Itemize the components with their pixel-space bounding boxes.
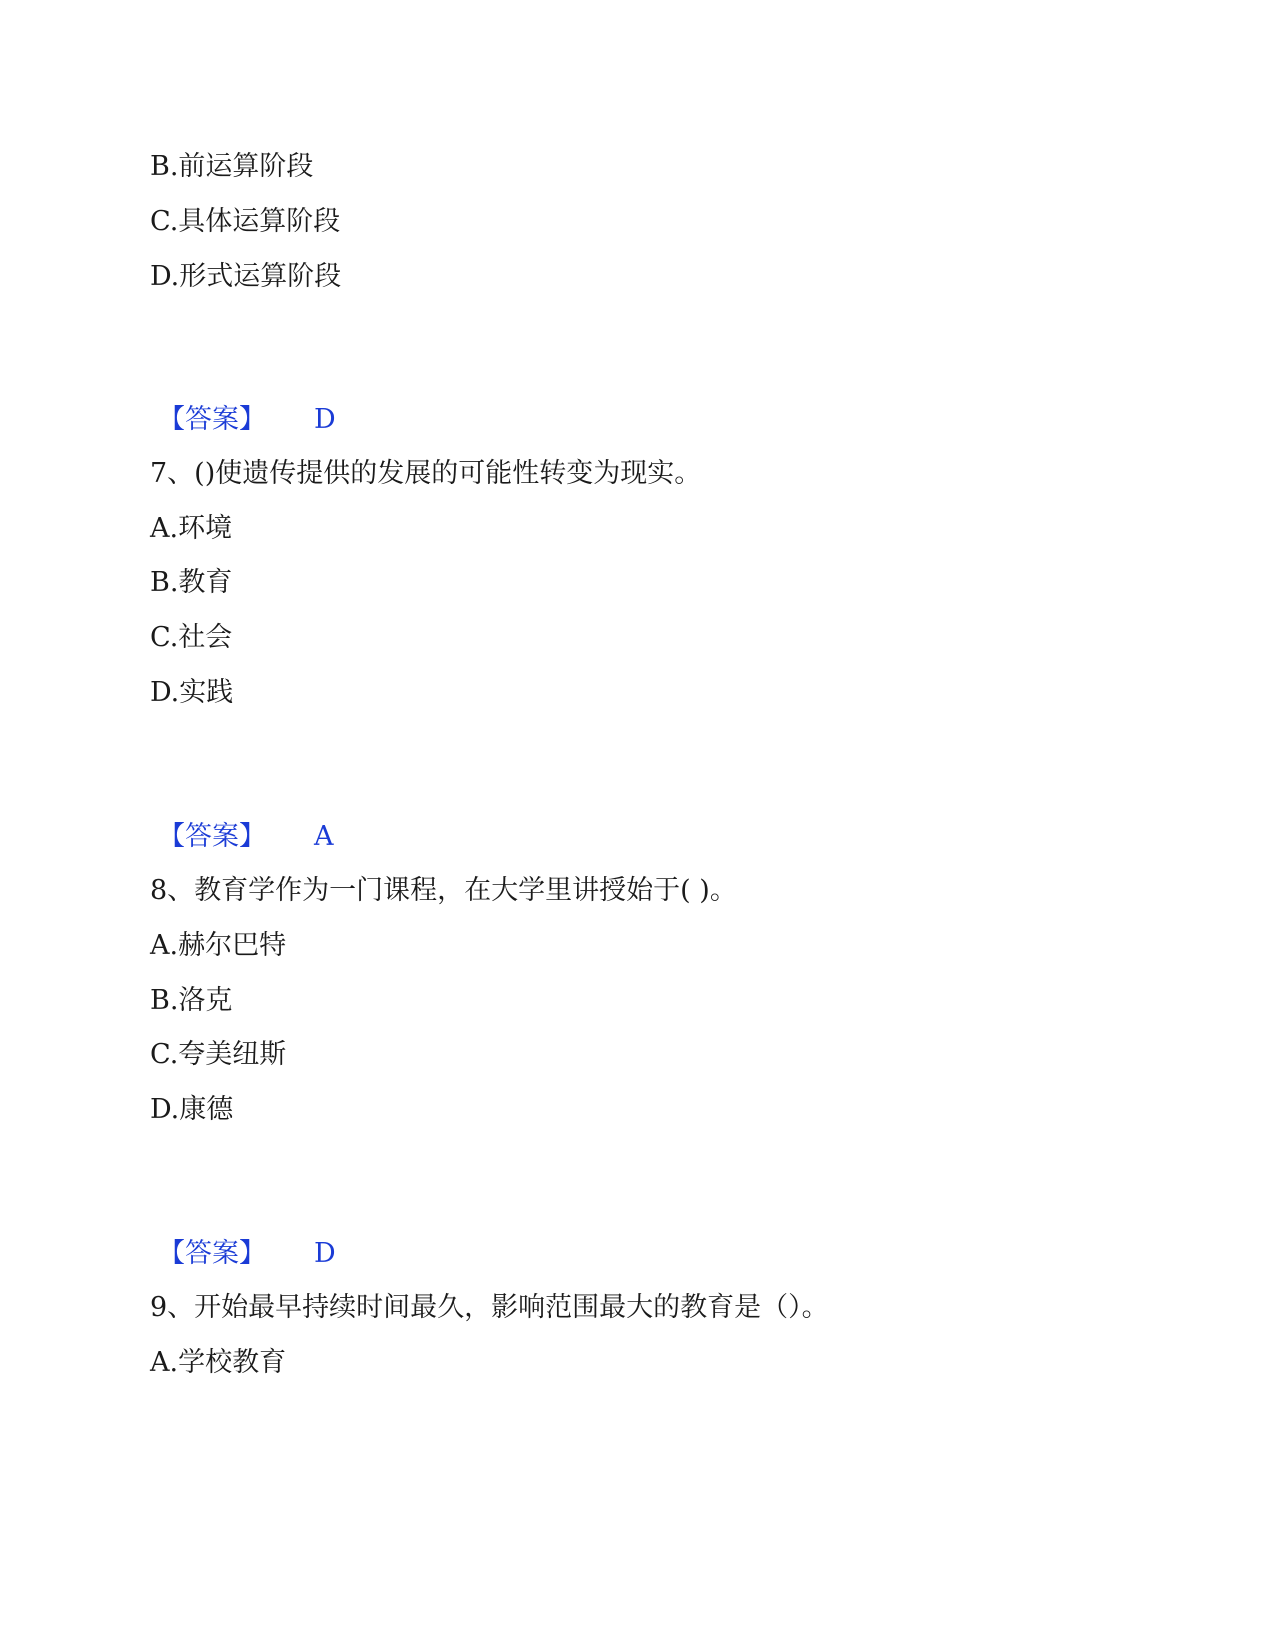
answer-row — [150, 1237, 336, 1271]
answer-value: D — [314, 1238, 336, 1269]
question-stem: 9、开始最早持续时间最久，影响范围最大的教育是（）。 — [150, 1292, 829, 1323]
option-a: A.学校教育 — [150, 1347, 287, 1378]
answer-value: D — [314, 404, 336, 435]
option-b: B.洛克 — [150, 985, 233, 1016]
answer-label: 【答案】 — [158, 1238, 266, 1269]
option-c: C.夸美纽斯 — [150, 1039, 287, 1070]
answer-value: A — [314, 821, 334, 852]
option-d: D.康德 — [150, 1094, 234, 1125]
option-d: D.形式运算阶段 — [150, 261, 342, 292]
option-a: A.赫尔巴特 — [150, 930, 287, 961]
answer-row — [150, 403, 336, 437]
answer-row — [150, 820, 334, 854]
answer-label: 【答案】 — [158, 821, 266, 852]
option-c: C.具体运算阶段 — [150, 206, 341, 237]
option-d: D.实践 — [150, 677, 234, 708]
question-stem: 8、教育学作为一门课程，在大学里讲授始于( )。 — [150, 875, 737, 906]
question-stem: 7、()使遗传提供的发展的可能性转变为现实。 — [150, 458, 702, 489]
option-a: A.环境 — [150, 513, 233, 544]
option-b: B.教育 — [150, 567, 233, 598]
answer-label: 【答案】 — [158, 404, 266, 435]
option-c: C.社会 — [150, 622, 233, 653]
option-b: B.前运算阶段 — [150, 151, 314, 182]
